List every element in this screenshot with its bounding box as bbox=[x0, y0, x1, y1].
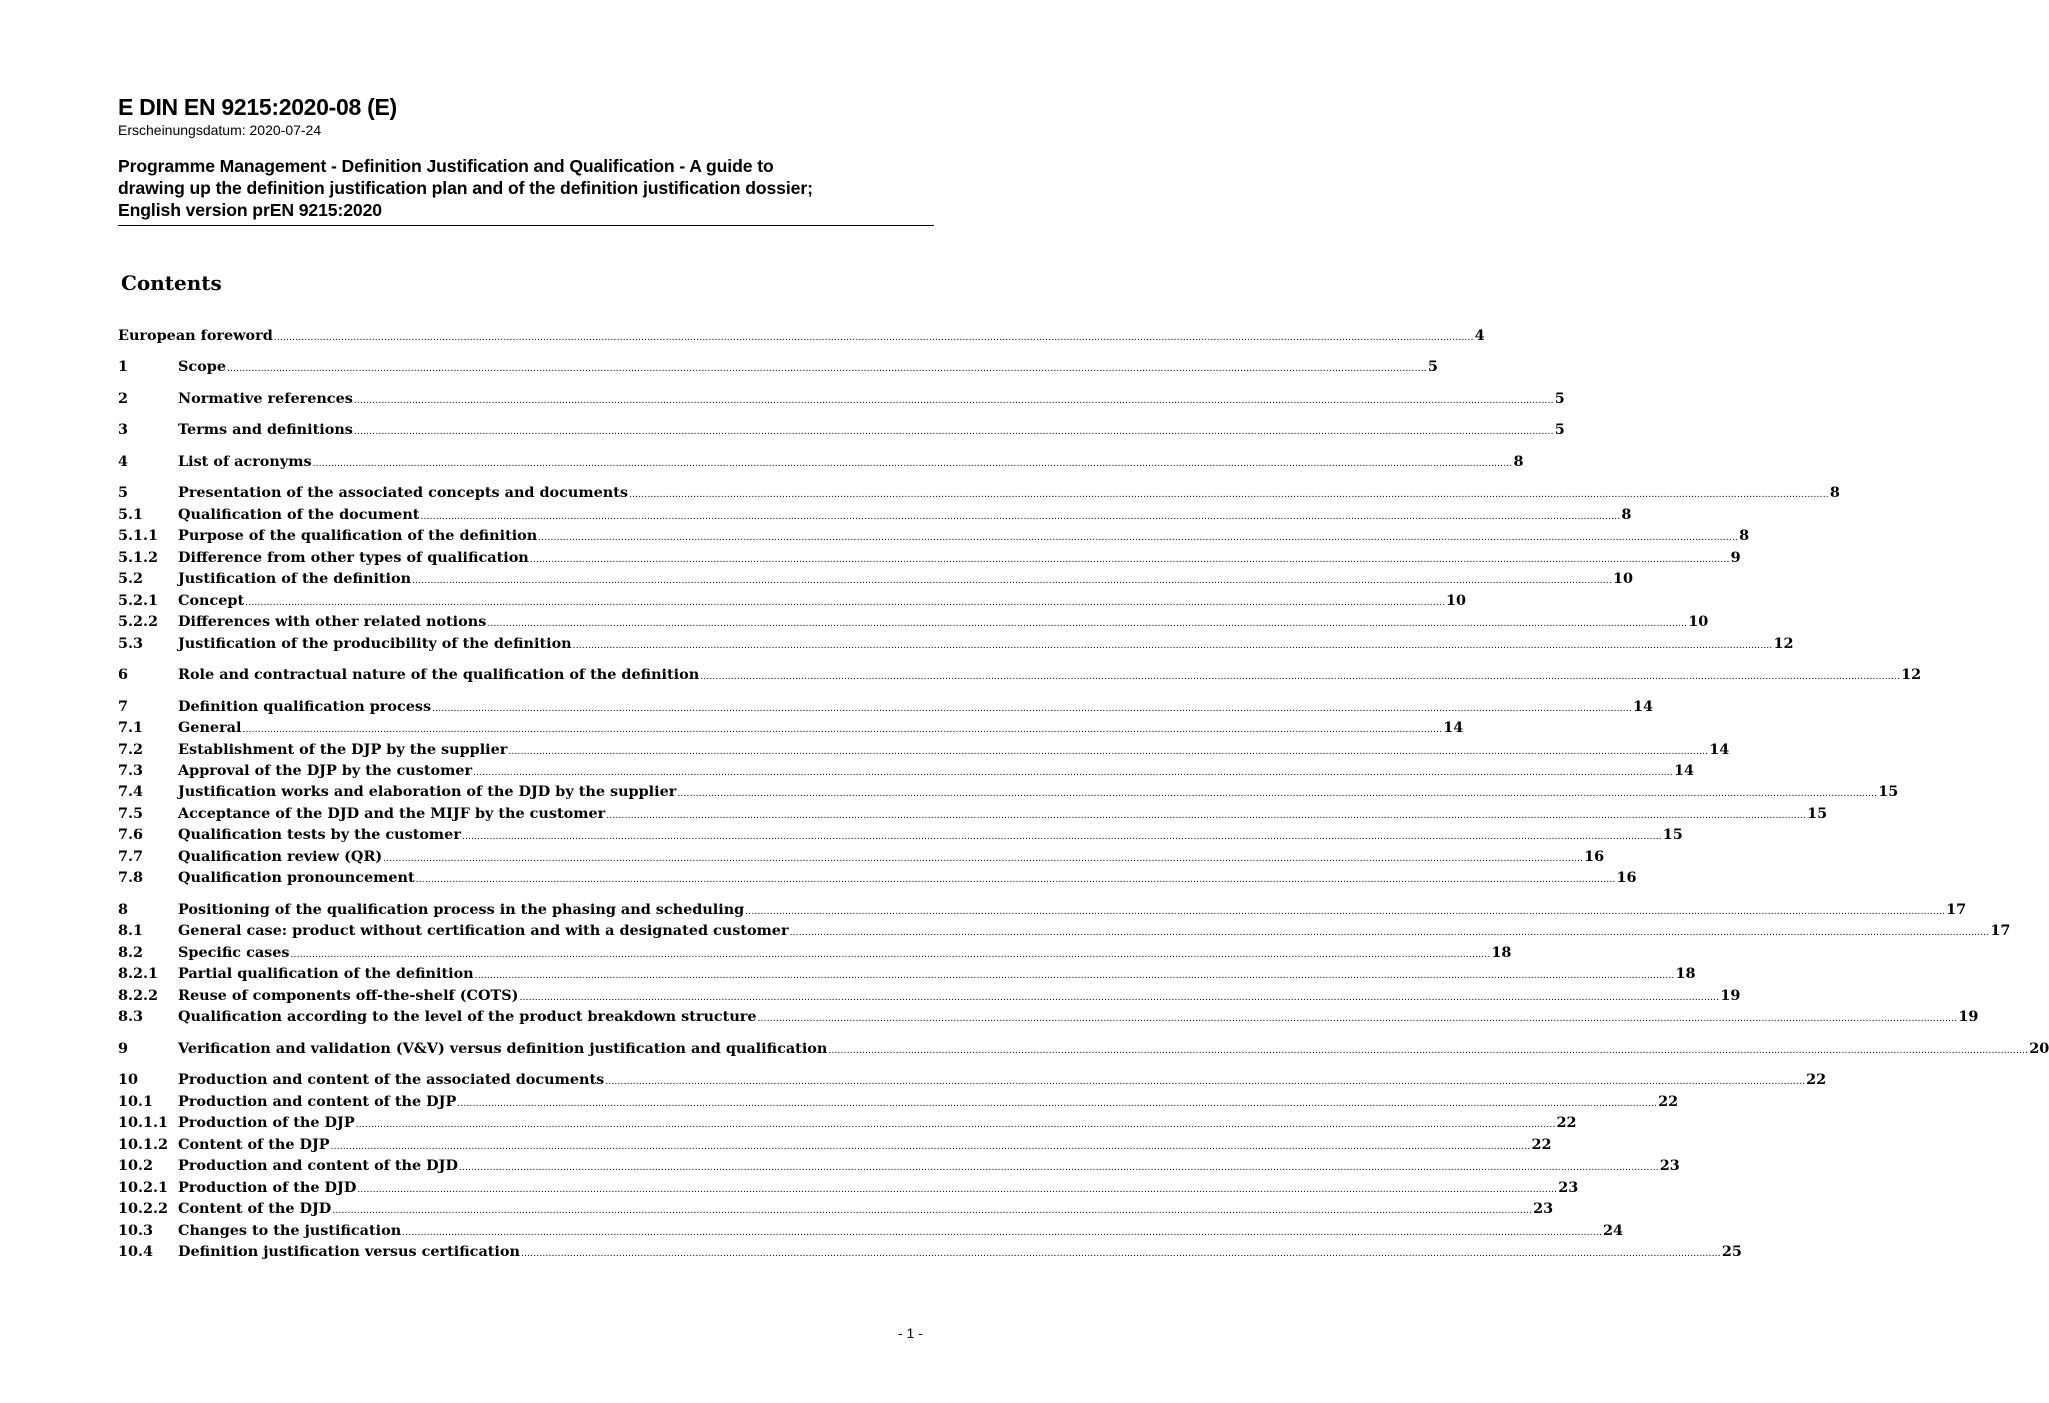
toc-entry[interactable] bbox=[118, 1112, 1577, 1134]
toc-dot-leader bbox=[700, 664, 1900, 688]
toc-entry[interactable] bbox=[118, 482, 1840, 504]
toc-entry-title: Concept bbox=[178, 592, 245, 609]
toc-entry[interactable] bbox=[118, 547, 1741, 569]
toc-entry-number: 5.2.1 bbox=[118, 592, 159, 609]
toc-entry-title: Qualification according to the level of the product breakdown structure bbox=[178, 1008, 757, 1025]
toc-entry-page: 8 bbox=[1739, 527, 1750, 544]
toc-entry-number: 7 bbox=[118, 698, 129, 715]
toc-dot-leader bbox=[313, 451, 1513, 475]
toc-dot-leader bbox=[487, 611, 1687, 635]
toc-entry[interactable] bbox=[118, 1155, 1680, 1177]
toc-entry-page: 14 bbox=[1673, 762, 1694, 779]
toc-entry-title: Reuse of components off-the-shelf (COTS) bbox=[178, 987, 519, 1004]
toc-entry[interactable] bbox=[118, 1006, 1979, 1028]
document-title: E DIN EN 9215:2020-08 (E) bbox=[118, 94, 397, 120]
toc-entry-number: 7.5 bbox=[118, 805, 144, 822]
toc-entry[interactable] bbox=[118, 920, 2011, 942]
toc-entry[interactable] bbox=[118, 325, 1485, 347]
toc-dot-leader bbox=[274, 325, 1474, 349]
publication-date: Erscheinungsdatum: 2020-07-24 bbox=[118, 122, 322, 138]
toc-entry-number: 5 bbox=[118, 484, 129, 501]
toc-entry-page: 22 bbox=[1531, 1136, 1552, 1153]
toc-entry-number: 7.8 bbox=[118, 869, 144, 886]
toc-entry-page: 16 bbox=[1584, 848, 1605, 865]
toc-entry-number: 7.2 bbox=[118, 741, 144, 758]
toc-entry-page: 9 bbox=[1730, 549, 1741, 566]
toc-entry-title: Presentation of the associated concepts and documents bbox=[178, 484, 628, 501]
toc-entry[interactable] bbox=[118, 1091, 1679, 1113]
toc-entry-number: 8.2.1 bbox=[118, 965, 159, 982]
toc-entry[interactable] bbox=[118, 781, 1899, 803]
toc-entry[interactable] bbox=[118, 525, 1750, 547]
toc-entry-page: 15 bbox=[1662, 826, 1683, 843]
toc-entry-page: 22 bbox=[1658, 1093, 1679, 1110]
toc-entry-number: 7.6 bbox=[118, 826, 144, 843]
toc-entry-title: Specific cases bbox=[178, 944, 290, 961]
toc-entry[interactable] bbox=[118, 451, 1524, 473]
toc-entry-title: Scope bbox=[178, 358, 226, 375]
toc-entry[interactable] bbox=[118, 846, 1605, 868]
toc-entry-number: 2 bbox=[118, 390, 129, 407]
toc-dot-leader bbox=[332, 1198, 1532, 1222]
toc-entry[interactable] bbox=[118, 568, 1633, 590]
toc-entry-title: Purpose of the qualification of the definition bbox=[178, 527, 538, 544]
toc-entry-title: Definition justification versus certification bbox=[178, 1243, 520, 1260]
toc-entry-number: 10.1.1 bbox=[118, 1114, 169, 1131]
toc-entry-title: Differences with other related notions bbox=[178, 613, 487, 630]
toc-entry-title: Verification and validation (V&V) versus definition justification and qualification bbox=[178, 1040, 828, 1057]
toc-dot-leader bbox=[227, 356, 1427, 380]
toc-entry-title: European foreword bbox=[118, 327, 273, 344]
toc-entry[interactable] bbox=[118, 1038, 2049, 1060]
toc-entry-title: Qualification pronouncement bbox=[178, 869, 415, 886]
toc-entry-page: 15 bbox=[1878, 783, 1899, 800]
toc-entry-title: Justification of the producibility of the definition bbox=[178, 635, 572, 652]
toc-entry-page: 17 bbox=[1946, 901, 1967, 918]
toc-dot-leader bbox=[416, 867, 1616, 891]
toc-entry-title: Content of the DJD bbox=[178, 1200, 332, 1217]
toc-entry-title: Difference from other types of qualification bbox=[178, 549, 529, 566]
toc-entry-title: Content of the DJP bbox=[178, 1136, 330, 1153]
toc-entry-title: Normative references bbox=[178, 390, 353, 407]
toc-entry-number: 10.2.1 bbox=[118, 1179, 169, 1196]
toc-entry-number: 8.2.2 bbox=[118, 987, 159, 1004]
toc-entry-page: 23 bbox=[1558, 1179, 1579, 1196]
toc-entry-number: 5.1 bbox=[118, 506, 144, 523]
toc-entry-number: 10.4 bbox=[118, 1243, 154, 1260]
toc-entry-page: 10 bbox=[1688, 613, 1709, 630]
toc-entry-number: 7.3 bbox=[118, 762, 144, 779]
toc-entry[interactable] bbox=[118, 899, 1967, 921]
toc-entry-title: Partial qualification of the definition bbox=[178, 965, 474, 982]
toc-entry-title: Establishment of the DJP by the supplier bbox=[178, 741, 508, 758]
toc-entry-page: 4 bbox=[1474, 327, 1485, 344]
toc-entry-title: Definition qualification process bbox=[178, 698, 432, 715]
toc-entry-title: Role and contractual nature of the qualification of the definition bbox=[178, 666, 700, 683]
toc-entry-title: Justification of the definition bbox=[178, 570, 412, 587]
toc-entry-page: 14 bbox=[1443, 719, 1464, 736]
toc-entry[interactable] bbox=[118, 1198, 1554, 1220]
toc-entry-number: 9 bbox=[118, 1040, 129, 1057]
toc-dot-leader bbox=[412, 568, 1612, 592]
toc-entry-title: Production of the DJP bbox=[178, 1114, 355, 1131]
toc-entry-number: 5.1.1 bbox=[118, 527, 159, 544]
toc-entry-page: 20 bbox=[2029, 1040, 2049, 1057]
toc-entry[interactable] bbox=[118, 867, 1637, 889]
toc-entry-page: 22 bbox=[1806, 1071, 1827, 1088]
toc-entry-page: 12 bbox=[1773, 635, 1794, 652]
toc-dot-leader bbox=[354, 388, 1554, 412]
toc-entry-page: 15 bbox=[1807, 805, 1828, 822]
toc-entry-page: 8 bbox=[1513, 453, 1524, 470]
toc-entry-number: 7.1 bbox=[118, 719, 144, 736]
toc-entry-number: 10.2.2 bbox=[118, 1200, 169, 1217]
toc-entry-page: 14 bbox=[1709, 741, 1730, 758]
toc-entry-page: 23 bbox=[1533, 1200, 1554, 1217]
toc-entry-number: 5.2 bbox=[118, 570, 144, 587]
toc-entry-title: List of acronyms bbox=[178, 453, 312, 470]
toc-dot-leader bbox=[521, 1241, 1721, 1265]
toc-entry-title: Terms and definitions bbox=[178, 421, 353, 438]
toc-dot-leader bbox=[356, 1112, 1556, 1136]
toc-entry-number: 5.3 bbox=[118, 635, 144, 652]
toc-entry-page: 8 bbox=[1621, 506, 1632, 523]
toc-entry[interactable] bbox=[118, 356, 1438, 378]
toc-entry-number: 7.4 bbox=[118, 783, 144, 800]
toc-dot-leader bbox=[629, 482, 1829, 506]
toc-entry[interactable] bbox=[118, 388, 1565, 410]
table-of-contents bbox=[118, 0, 2049, 1403]
toc-entry-number: 10 bbox=[118, 1071, 139, 1088]
toc-entry-title: General bbox=[178, 719, 242, 736]
toc-entry[interactable] bbox=[118, 1177, 1579, 1199]
toc-entry[interactable] bbox=[118, 942, 1512, 964]
toc-entry-page: 17 bbox=[1990, 922, 2011, 939]
toc-dot-leader bbox=[459, 1155, 1659, 1179]
toc-entry[interactable] bbox=[118, 1220, 1624, 1242]
toc-entry[interactable] bbox=[118, 963, 1696, 985]
toc-entry-page: 23 bbox=[1659, 1157, 1680, 1174]
toc-entry-number: 10.2 bbox=[118, 1157, 154, 1174]
toc-entry[interactable] bbox=[118, 590, 1467, 612]
subtitle-line: drawing up the definition justification plan and of the definition justification dossier; bbox=[118, 178, 813, 198]
toc-entry-title: General case: product without certification and with a designated customer bbox=[178, 922, 789, 939]
toc-dot-leader bbox=[828, 1038, 2028, 1062]
toc-entry-title: Production and content of the DJD bbox=[178, 1157, 458, 1174]
toc-entry-page: 16 bbox=[1616, 869, 1637, 886]
toc-entry[interactable] bbox=[118, 803, 1828, 825]
toc-entry[interactable] bbox=[118, 1241, 1742, 1263]
toc-entry-number: 7.7 bbox=[118, 848, 144, 865]
toc-dot-leader bbox=[790, 920, 1990, 944]
page-number: - 1 - bbox=[898, 1325, 923, 1341]
toc-entry-number: 5.1.2 bbox=[118, 549, 159, 566]
toc-entry-title: Approval of the DJP by the customer bbox=[178, 762, 473, 779]
toc-dot-leader bbox=[605, 1069, 1805, 1093]
toc-entry-page: 8 bbox=[1829, 484, 1840, 501]
toc-entry[interactable] bbox=[118, 1134, 1552, 1156]
toc-entry-page: 5 bbox=[1554, 421, 1565, 438]
toc-entry-title: Changes to the justification bbox=[178, 1222, 402, 1239]
toc-dot-leader bbox=[354, 419, 1554, 443]
toc-entry-title: Acceptance of the DJD and the MIJF by the customer bbox=[178, 805, 606, 822]
toc-dot-leader bbox=[242, 717, 1442, 741]
toc-entry-page: 5 bbox=[1427, 358, 1438, 375]
toc-entry-page: 24 bbox=[1603, 1222, 1624, 1239]
toc-dot-leader bbox=[475, 963, 1675, 987]
toc-entry[interactable] bbox=[118, 760, 1694, 782]
toc-entry-page: 25 bbox=[1721, 1243, 1742, 1260]
toc-entry-number: 8.1 bbox=[118, 922, 144, 939]
toc-entry[interactable] bbox=[118, 633, 1794, 655]
toc-entry-page: 18 bbox=[1491, 944, 1512, 961]
toc-entry-page: 10 bbox=[1612, 570, 1633, 587]
toc-entry-page: 10 bbox=[1446, 592, 1467, 609]
toc-entry-page: 22 bbox=[1556, 1114, 1577, 1131]
toc-entry[interactable] bbox=[118, 664, 1922, 686]
toc-entry-number: 10.1.2 bbox=[118, 1136, 169, 1153]
toc-entry-number: 1 bbox=[118, 358, 129, 375]
toc-entry[interactable] bbox=[118, 985, 1741, 1007]
toc-dot-leader bbox=[538, 525, 1738, 549]
toc-entry-page: 19 bbox=[1958, 1008, 1979, 1025]
toc-entry-title: Qualification review (QR) bbox=[178, 848, 383, 865]
toc-entry-page: 12 bbox=[1901, 666, 1922, 683]
toc-entry-title: Production and content of the associated documents bbox=[178, 1071, 605, 1088]
toc-dot-leader bbox=[462, 824, 1662, 848]
contents-heading: Contents bbox=[121, 271, 222, 295]
toc-dot-leader bbox=[677, 781, 1877, 805]
subtitle-line: Programme Management - Definition Justification and Qualification - A guide to bbox=[118, 156, 774, 176]
toc-entry-page: 18 bbox=[1675, 965, 1696, 982]
toc-entry-page: 5 bbox=[1554, 390, 1565, 407]
toc-entry-title: Qualification of the document bbox=[178, 506, 420, 523]
toc-entry-title: Justification works and elaboration of the DJD by the supplier bbox=[178, 783, 677, 800]
toc-dot-leader bbox=[573, 633, 1773, 657]
toc-entry[interactable] bbox=[118, 611, 1709, 633]
toc-entry[interactable] bbox=[118, 717, 1464, 739]
toc-entry-number: 4 bbox=[118, 453, 129, 470]
toc-entry-number: 8 bbox=[118, 901, 129, 918]
toc-entry[interactable] bbox=[118, 419, 1565, 441]
toc-entry-number: 10.3 bbox=[118, 1222, 154, 1239]
toc-entry-title: Production and content of the DJP bbox=[178, 1093, 457, 1110]
toc-entry[interactable] bbox=[118, 824, 1683, 846]
toc-entry-title: Qualification tests by the customer bbox=[178, 826, 461, 843]
toc-entry-page: 14 bbox=[1632, 698, 1653, 715]
toc-entry-number: 6 bbox=[118, 666, 129, 683]
toc-entry-number: 10.1 bbox=[118, 1093, 154, 1110]
toc-entry[interactable] bbox=[118, 1069, 1827, 1091]
toc-entry-number: 8.3 bbox=[118, 1008, 144, 1025]
toc-entry-number: 3 bbox=[118, 421, 129, 438]
toc-entry[interactable] bbox=[118, 504, 1632, 526]
subtitle-line: English version prEN 9215:2020 bbox=[118, 200, 382, 220]
toc-entry-title: Production of the DJD bbox=[178, 1179, 357, 1196]
toc-entry-page: 19 bbox=[1720, 987, 1741, 1004]
toc-entry[interactable] bbox=[118, 739, 1730, 761]
toc-entry-title: Positioning of the qualification process in the phasing and scheduling bbox=[178, 901, 745, 918]
toc-dot-leader bbox=[758, 1006, 1958, 1030]
toc-entry-number: 5.2.2 bbox=[118, 613, 159, 630]
toc-entry[interactable] bbox=[118, 696, 1653, 718]
toc-entry-number: 8.2 bbox=[118, 944, 144, 961]
